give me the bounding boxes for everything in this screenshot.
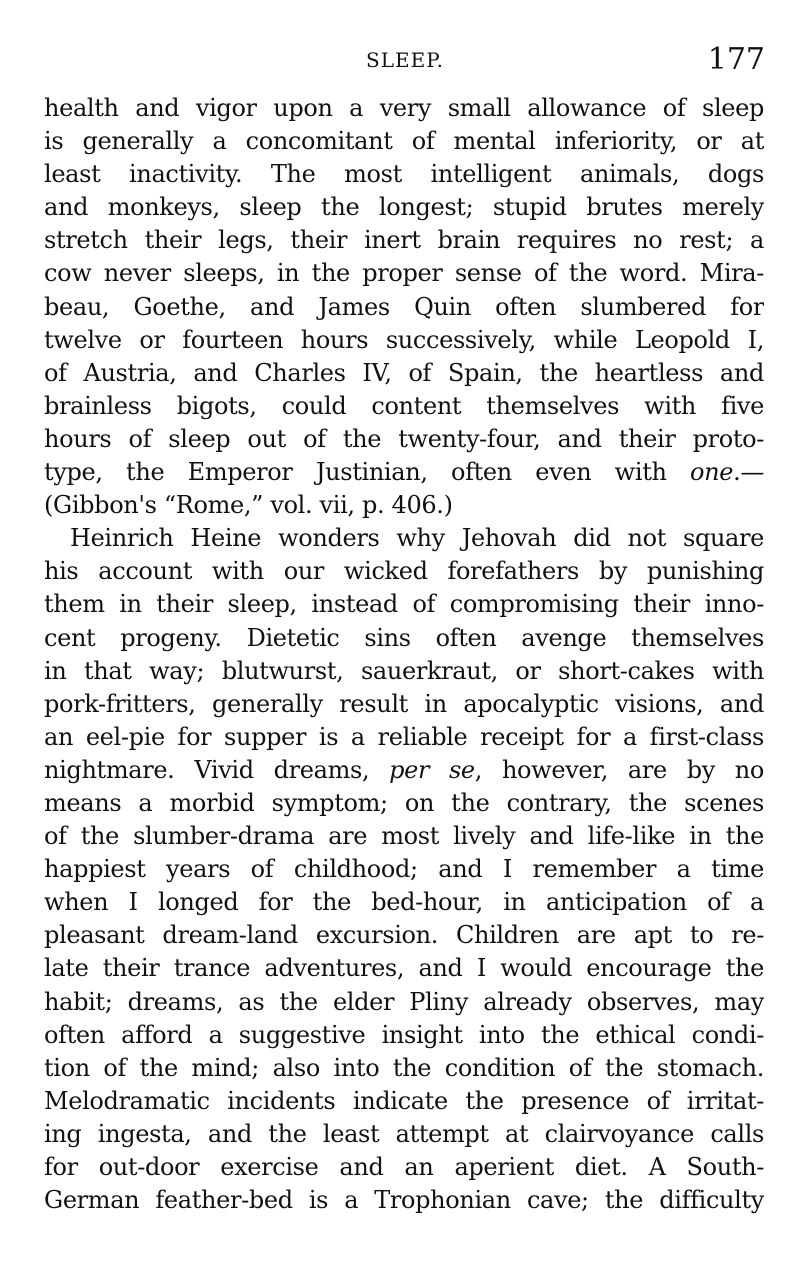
text-segment: in that way; blutwurst, sauerkraut, or short-cakes with [44,656,764,685]
text-line [44,886,764,919]
text-segment: his account with our wicked forefathers by punishing [44,557,764,586]
running-title: SLEEP. [366,48,444,72]
text-segment: , however, are by no [474,755,764,784]
text-line [44,919,764,952]
text-segment: habit; dreams, as the elder Pliny already observes, may [44,987,764,1016]
text-line [44,820,764,853]
text-segment: hours of sleep out of the twenty-four, and their proto- [44,424,764,453]
text-segment: of the slumber-drama are most lively and life-like in the [44,822,764,851]
text-line [44,754,764,787]
text-line [44,588,764,621]
text-segment: late their trance adventures, and I would encourage the [44,954,764,983]
running-head [45,42,765,82]
text-line [44,423,764,456]
paragraph [44,92,764,522]
text-segment: tion of the mind; also into the condition of the stomach. [44,1053,764,1082]
text-segment: often afford a suggestive insight into the ethical condi- [44,1020,764,1049]
text-line [44,787,764,820]
text-line [44,1019,764,1052]
text-line [44,1118,764,1151]
text-line [44,191,764,224]
text-line [44,986,764,1019]
text-line [44,522,764,555]
text-line [44,555,764,588]
text-line [44,1184,764,1217]
text-segment: twelve or fourteen hours successively, while Leopold I, [44,325,764,354]
text-line [44,1085,764,1118]
text-line [44,390,764,423]
page-number: 177 [707,42,765,77]
text-segment: pork-fritters, generally result in apocalyptic visions, and [44,689,764,718]
text-segment: Melodramatic incidents indicate the presence of irritat- [44,1086,764,1115]
text-segment: stretch their legs, their inert brain requires no rest; a [44,226,764,255]
text-segment: German feather-bed is a Trophonian cave; the difficulty [44,1186,764,1215]
text-line [44,721,764,754]
text-line [44,92,764,125]
text-segment: when I longed for the bed-hour, in anticipation of a [44,888,764,917]
text-segment: an eel-pie for supper is a reliable receipt for a first-class [44,722,764,751]
italic-text: per se [389,755,475,784]
text-segment: and monkeys, sleep the longest; stupid brutes merely [44,193,764,222]
text-line [44,456,764,489]
text-segment: ing ingesta, and the least attempt at clairvoyance calls [44,1119,764,1148]
text-segment: for out-door exercise and an aperient diet. A South- [44,1153,764,1181]
text-segment: brainless bigots, could content themselves with five [44,391,764,420]
text-segment: happiest years of childhood; and I remember a time [44,855,764,884]
text-segment: health and vigor upon a very small allowance of sleep [44,94,764,122]
paragraph [44,522,764,1217]
text-line [44,357,764,390]
text-segment: beau, Goethe, and James Quin often slumbered for [44,292,764,321]
text-line [44,952,764,985]
text-line [44,655,764,688]
text-line [44,1151,764,1184]
text-segment: means a morbid symptom; on the contrary, the scenes [44,788,764,817]
text-line [44,224,764,257]
text-line [44,1052,764,1085]
text-segment: .— [733,458,764,487]
italic-text: one [690,458,734,487]
text-segment: is generally a concomitant of mental inferiority, or at [44,127,764,156]
body-text [44,92,764,1217]
text-segment: of Austria, and Charles IV, of Spain, the heartless and [44,358,764,387]
text-segment: them in their sleep, instead of compromising their inno- [44,590,764,619]
text-line [44,291,764,324]
text-line [44,489,764,522]
text-segment: nightmare. Vivid dreams, [44,755,390,784]
text-line [44,125,764,158]
text-segment: cow never sleeps, in the proper sense of the word. Mira- [44,259,764,288]
text-line [44,853,764,886]
text-segment: cent progeny. Dietetic sins often avenge themselves [44,623,764,652]
text-line [44,688,764,721]
text-line [44,158,764,191]
text-line [44,324,764,357]
text-segment: type, the Emperor Justinian, often even with [44,458,690,487]
text-segment: (Gibbon's “Rome,” vol. vii, p. 406.) [44,491,453,520]
text-line [44,257,764,290]
text-line [44,622,764,655]
text-segment: pleasant dream-land excursion. Children are apt to re- [44,921,764,950]
text-segment: Heinrich Heine wonders why Jehovah did not square [70,524,764,553]
text-segment: least inactivity. The most intelligent animals, dogs [44,160,764,189]
